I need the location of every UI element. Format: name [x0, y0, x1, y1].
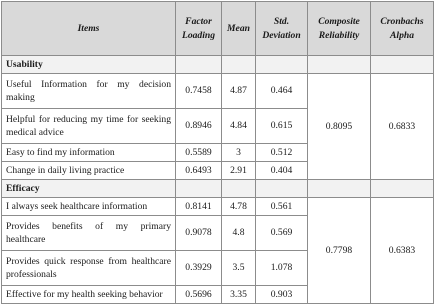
std-cell: 1.078 [256, 251, 308, 286]
std-cell: 0.903 [256, 286, 308, 304]
header-cronbachs-alpha: Cronbachs Alpha [371, 2, 434, 56]
factor-loading-cell: 0.5696 [176, 286, 222, 304]
item-cell: Effective for my health seeking behavior [2, 286, 176, 304]
composite-reliability-cell: 0.8095 [308, 74, 371, 180]
header-mean: Mean [222, 2, 256, 56]
item-cell: Change in daily living practice [2, 162, 176, 180]
std-cell: 0.615 [256, 109, 308, 144]
factor-loading-cell: 0.9078 [176, 216, 222, 251]
mean-cell: 2.91 [222, 162, 256, 180]
factor-loading-cell: 0.7458 [176, 74, 222, 109]
header-items: Items [2, 2, 176, 56]
section-row-usability [2, 56, 434, 74]
factor-loading-cell: 0.3929 [176, 251, 222, 286]
std-cell: 0.512 [256, 144, 308, 162]
item-cell: Provides quick response from healthcare professionals [2, 251, 176, 286]
mean-cell: 4.87 [222, 74, 256, 109]
header-composite-reliability: Composite Reliability [308, 2, 371, 56]
mean-cell: 3 [222, 144, 256, 162]
item-cell: Useful Information for my decision making [2, 74, 176, 109]
table-row [2, 74, 434, 109]
item-cell: I always seek healthcare information [2, 198, 176, 216]
factor-loading-cell: 0.5589 [176, 144, 222, 162]
header-std-deviation: Std. Deviation [256, 2, 308, 56]
mean-cell: 4.8 [222, 216, 256, 251]
item-cell: Helpful for reducing my time for seeking medical advice [2, 109, 176, 144]
mean-cell: 3.5 [222, 251, 256, 286]
std-cell: 0.404 [256, 162, 308, 180]
std-cell: 0.561 [256, 198, 308, 216]
cronbachs-alpha-cell: 0.6383 [371, 198, 434, 304]
table-row [2, 198, 434, 216]
section-label: Efficacy [2, 180, 176, 198]
std-cell: 0.464 [256, 74, 308, 109]
factor-loading-cell: 0.8141 [176, 198, 222, 216]
header-factor-loading: Factor Loading [176, 2, 222, 56]
section-label: Usability [2, 56, 176, 74]
factor-loading-cell: 0.6493 [176, 162, 222, 180]
mean-cell: 4.84 [222, 109, 256, 144]
factor-loading-cell: 0.8946 [176, 109, 222, 144]
header-row [2, 2, 434, 56]
item-cell: Provides benefits of my primary healthcare [2, 216, 176, 251]
cronbachs-alpha-cell: 0.6833 [371, 74, 434, 180]
mean-cell: 3.35 [222, 286, 256, 304]
section-row-efficacy [2, 180, 434, 198]
reliability-table [1, 1, 434, 304]
std-cell: 0.569 [256, 216, 308, 251]
mean-cell: 4.78 [222, 198, 256, 216]
item-cell: Easy to find my information [2, 144, 176, 162]
composite-reliability-cell: 0.7798 [308, 198, 371, 304]
